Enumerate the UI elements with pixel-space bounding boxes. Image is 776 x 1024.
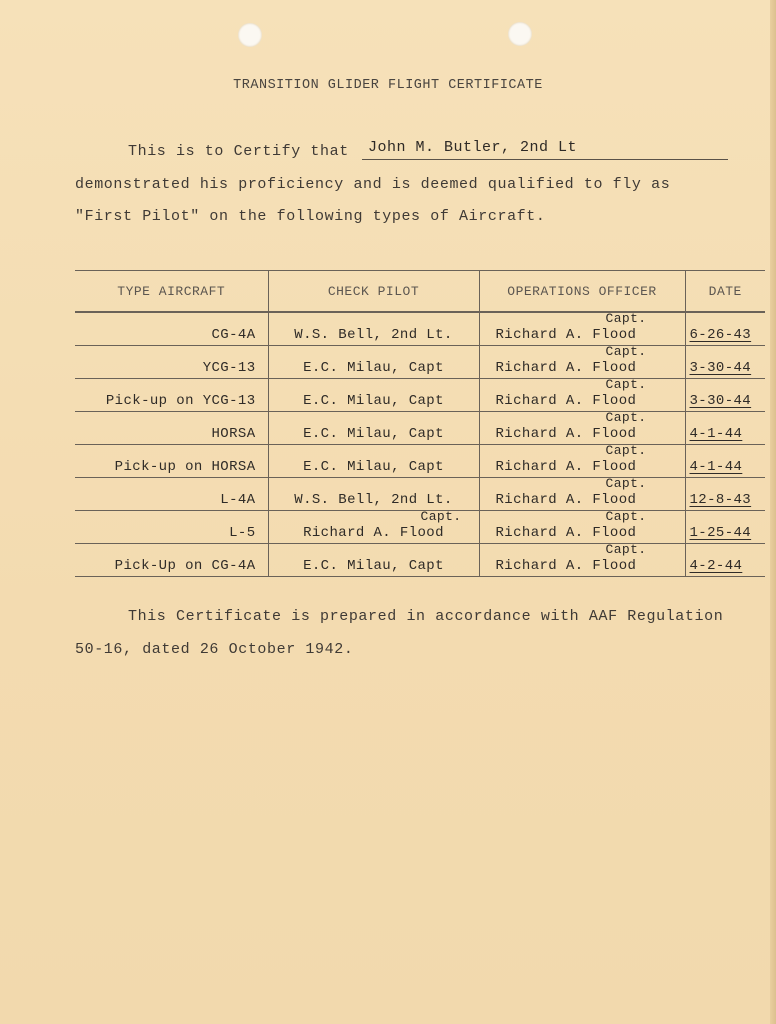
operations-officer: Richard A. Flood — [495, 525, 637, 541]
check-date: 3-30-44 — [689, 393, 752, 409]
statement-line-2: demonstrated his proficiency and is deemed qualified to fly as — [75, 176, 671, 193]
operations-officer: Richard A. Flood — [495, 327, 637, 343]
aircraft-type: L-4A — [220, 492, 256, 508]
check-pilot: E.C. Milau, Capt — [303, 393, 444, 409]
table-row — [75, 544, 765, 577]
check-date: 6-26-43 — [689, 327, 752, 343]
check-pilot: W.S. Bell, 2nd Lt. — [294, 492, 453, 508]
recipient-name-field — [362, 137, 728, 160]
operations-officer-rank: Capt. — [605, 509, 647, 524]
table-row — [75, 412, 765, 445]
footer-line-2: 50-16, dated 26 October 1942. — [75, 641, 354, 658]
paper-edge — [770, 0, 776, 1024]
table-body — [75, 312, 765, 577]
table-row — [75, 478, 765, 511]
footer-line-1: This Certificate is prepared in accordance with AAF Regulation — [128, 608, 724, 625]
check-date: 4-1-44 — [689, 426, 743, 442]
operations-officer-rank: Capt. — [605, 377, 647, 392]
check-pilot: E.C. Milau, Capt — [303, 426, 444, 442]
table-row — [75, 511, 765, 544]
table-row — [75, 346, 765, 379]
operations-officer-rank: Capt. — [605, 476, 647, 491]
statement-line-3: "First Pilot" on the following types of Aircraft. — [75, 208, 546, 225]
operations-officer-rank: Capt. — [605, 344, 647, 359]
aircraft-type: L-5 — [229, 525, 256, 541]
certify-prefix: This is to Certify that — [128, 143, 349, 160]
recipient-name: John M. Butler, 2nd Lt — [368, 139, 578, 156]
operations-officer: Richard A. Flood — [495, 558, 637, 574]
operations-officer: Richard A. Flood — [495, 393, 637, 409]
operations-officer: Richard A. Flood — [495, 426, 637, 442]
check-date: 12-8-43 — [689, 492, 752, 508]
operations-officer-rank: Capt. — [605, 311, 647, 326]
operations-officer: Richard A. Flood — [495, 360, 637, 376]
header-operations-officer: OPERATIONS OFFICER — [479, 271, 685, 313]
aircraft-type: CG-4A — [211, 327, 256, 343]
header-check-pilot: CHECK PILOT — [268, 271, 479, 313]
aircraft-table — [75, 270, 765, 577]
check-date: 3-30-44 — [689, 360, 752, 376]
check-pilot: E.C. Milau, Capt — [303, 459, 444, 475]
check-pilot-rank: Capt. — [420, 509, 462, 524]
check-pilot: Richard A. Flood — [303, 525, 444, 541]
punch-hole-left — [238, 23, 262, 47]
header-date: DATE — [685, 271, 765, 313]
aircraft-type: HORSA — [211, 426, 256, 442]
aircraft-type: Pick-up on YCG-13 — [105, 393, 256, 409]
check-date: 1-25-44 — [689, 525, 752, 541]
operations-officer-rank: Capt. — [605, 542, 647, 557]
aircraft-type: Pick-up on HORSA — [114, 459, 256, 475]
certificate-title: TRANSITION GLIDER FLIGHT CERTIFICATE — [233, 78, 543, 93]
operations-officer-rank: Capt. — [605, 443, 647, 458]
punch-hole-right — [508, 22, 532, 46]
check-date: 4-2-44 — [689, 558, 743, 574]
check-pilot: E.C. Milau, Capt — [303, 558, 444, 574]
aircraft-type: Pick-Up on CG-4A — [114, 558, 256, 574]
check-pilot: E.C. Milau, Capt — [303, 360, 444, 376]
header-type-aircraft: TYPE AIRCRAFT — [75, 271, 268, 313]
table-row — [75, 312, 765, 346]
operations-officer: Richard A. Flood — [495, 459, 637, 475]
aircraft-type: YCG-13 — [202, 360, 256, 376]
check-date: 4-1-44 — [689, 459, 743, 475]
table-row — [75, 379, 765, 412]
operations-officer-rank: Capt. — [605, 410, 647, 425]
table-header-row — [75, 271, 765, 313]
check-pilot: W.S. Bell, 2nd Lt. — [294, 327, 453, 343]
table-row — [75, 445, 765, 478]
operations-officer: Richard A. Flood — [495, 492, 637, 508]
